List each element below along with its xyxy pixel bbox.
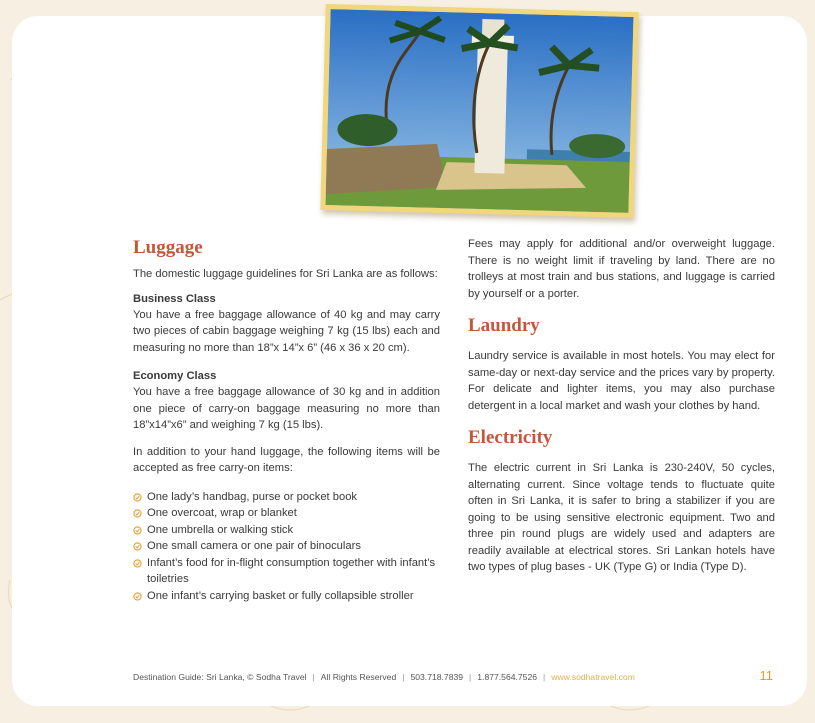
economy-class-title: Economy Class [133, 370, 217, 382]
list-item: Infant’s food for in-flight consumption together with infant’s toiletries [133, 555, 440, 588]
footer-rights: All Rights Reserved [320, 672, 397, 682]
list-item: One infant’s carrying basket or fully collapsible stroller [133, 588, 440, 605]
footer-guide: Destination Guide: Sri Lanka, © Sodha Travel [133, 672, 307, 682]
list-item: One overcoat, wrap or blanket [133, 505, 440, 522]
business-class-text: You have a free baggage allowance of 40 kg and may carry two pieces of cabin baggage weighing 7 kg (15 lbs) each and measuring no more than 18”x 14”x 6” (46 x 36 x 20 cm). [133, 308, 440, 354]
footer-phone-1: 503.718.7839 [410, 672, 464, 682]
list-item: One lady’s handbag, purse or pocket book [133, 489, 440, 506]
right-column [468, 236, 775, 576]
page-number: 11 [759, 668, 773, 683]
business-class-title: Business Class [133, 292, 216, 305]
luggage-fees-text: Fees may apply for additional and/or overweight luggage. There is no weight limit if traveling by land. There are no trolleys at most train and bus stations, and luggage is carried by yourself or a porter. [468, 238, 775, 300]
bullet-icon [133, 509, 142, 518]
carry-on-list [133, 489, 440, 605]
economy-class-text: You have a free baggage allowance of 30 kg and in addition one piece of carry-on baggage measuring no more than 18”x14”x6” and weighing 7 kg (15 lbs). [133, 386, 440, 431]
page-footer: Destination Guide: Sri Lanka, © Sodha Travel | All Rights Reserved | 503.718.7839 | 1.877.564.7526 | www.sodhatravel.com 11 [133, 668, 773, 683]
bullet-icon [133, 592, 142, 601]
electricity-heading: Electricity [468, 427, 553, 448]
footer-website-link[interactable]: www.sodhatravel.com [551, 672, 635, 682]
list-item: One small camera or one pair of binoculars [133, 538, 440, 555]
lighthouse-photo [320, 4, 638, 218]
bullet-icon [133, 493, 142, 502]
electricity-text: The electric current in Sri Lanka is 230-240V, 50 cycles, alternating current. Since voltage tends to fluctuate quite often in Sri Lanka, it is safer to bring a stabilizer if you are going to be using sensitive electronic equipment. Two and three pin round plugs are widely used and adapters are readily available at electrical stores. Sri Lankan hotels have two types of plug bases - UK (Type G) or India (Type D). [468, 462, 775, 573]
luggage-intro: The domestic luggage guidelines for Sri Lanka are as follows: [133, 268, 438, 280]
laundry-heading: Laundry [468, 315, 540, 336]
bullet-icon [133, 526, 142, 535]
left-column [133, 236, 440, 604]
bullet-icon [133, 542, 142, 551]
list-item: One umbrella or walking stick [133, 522, 440, 539]
laundry-text: Laundry service is available in most hotels. You may elect for same-day or next-day service and the prices vary by property. For delicate and lighter items, you may also purchase detergent in a local market and wash your clothes by hand. [468, 350, 775, 412]
luggage-heading: Luggage [133, 237, 203, 258]
bullet-icon [133, 559, 142, 568]
footer-phone-2: 1.877.564.7526 [477, 672, 538, 682]
hand-luggage-intro: In addition to your hand luggage, the following items will be accepted as free carry-on items: [133, 445, 440, 474]
